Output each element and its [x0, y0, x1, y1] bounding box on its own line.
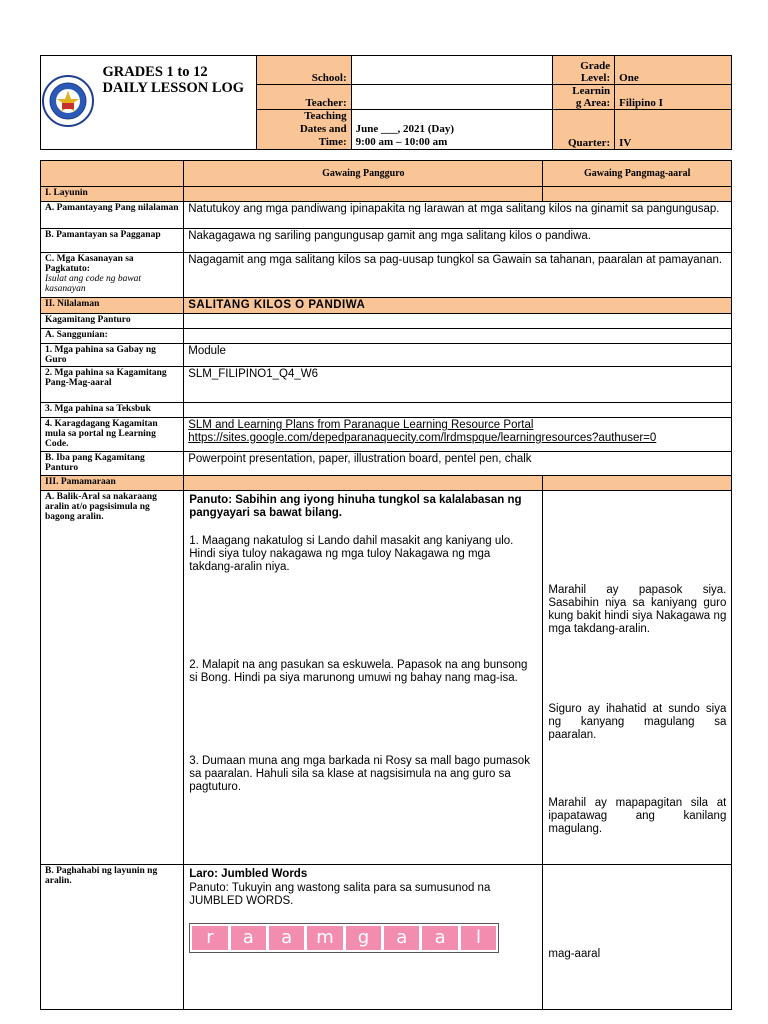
title-line1: GRADES 1 to 12	[102, 64, 208, 80]
row-label-pamantayang-pang-nilalaman: A. Pamantayang Pang nilalaman	[41, 202, 184, 229]
dates-label: Teaching Dates and Time:	[256, 110, 351, 150]
col-header-student: Gawaing Pangmag-aaral	[543, 161, 732, 187]
jumbled-letter-tile: a	[269, 926, 304, 950]
balik-aral-student-cell	[543, 491, 732, 865]
kasanayan-value: Nagagamit ang mga salitang kilos sa pag-uusap tungkol sa Gawain sa tahanan, paaralan at pamayanan.	[184, 253, 732, 298]
row-label-pamantayan-sa-pagganap: B. Pamantayan sa Pagganap	[41, 229, 184, 253]
row-label-gabay: 1. Mga pahina sa Gabay ng Guro	[41, 344, 184, 367]
row-label-iba-pang-kagamitan: B. Iba pang Kagamitang Panturo	[41, 452, 184, 476]
page-title	[98, 56, 256, 150]
balik-aral-item-1: 1. Maagang nakatulog si Lando dahil masakit ang kaniyang ulo. Hindi siya tuloy nakagawa ng mga tuloy Nakagawa ng mga takdang-aralin niya.	[189, 535, 514, 573]
teacher-field[interactable]	[351, 85, 553, 110]
lesson-table	[40, 160, 732, 1010]
jumbled-letter-tile: a	[384, 926, 419, 950]
row-label-sanggunian: A. Sanggunian:	[41, 329, 184, 344]
balik-aral-teacher-cell	[184, 491, 543, 865]
balik-aral-answer-3: Marahil ay mapapagitan sila at ipapatawag ang kanilang magulang.	[548, 797, 727, 835]
jumbled-letter-tile: l	[461, 926, 496, 950]
jumbled-letter-tile: m	[307, 926, 342, 950]
row-label-karagdagang-kagamitan: 4. Karagdagang Kagamitan mula sa portal ng Learning Code.	[41, 418, 184, 452]
paghahabi-teacher-cell	[184, 865, 543, 1010]
balik-aral-item-2: 2. Malapit na ang pasukan sa eskuwela. Papasok na ang bunsong si Bong. Hindi pa siya marunong umuwi ng bahay nang mag-isa.	[189, 659, 528, 684]
gabay-value: Module	[184, 344, 732, 367]
deped-seal	[41, 56, 99, 150]
pamantayan-sa-pagganap-value: Nakagagawa ng sariling pangungusap gamit ang mga salitang kilos o pandiwa.	[184, 229, 732, 253]
resource-url-link[interactable]: https://sites.google.com/depedparanaquecity.com/lrdmspque/learningresources?authuser=0	[188, 431, 657, 444]
school-field[interactable]	[351, 56, 553, 85]
balik-aral-panuto: Panuto: Sabihin ang iyong hinuha tungkol sa kalalabasan ng pangyayari sa bawat bilang.	[189, 494, 522, 519]
row-label-layunin: I. Layunin	[41, 187, 184, 202]
area-value: Filipino I	[615, 85, 732, 110]
grade-label: Grade Level:	[553, 56, 615, 85]
row-label-pamamaraan: III. Pamamaraan	[41, 476, 184, 491]
iba-pang-kagamitan-value: Powerpoint presentation, paper, illustration board, pentel pen, chalk	[184, 452, 732, 476]
deped-seal-icon	[41, 74, 95, 128]
row-label-kasanayan: C. Mga Kasanayan sa Pagkatuto: Isulat ang code ng bawat kasanayan	[41, 253, 184, 298]
row-label-nilalaman: II. Nilalaman	[41, 298, 184, 314]
balik-aral-item-3: 3. Dumaan muna ang mga barkada ni Rosy sa mall bago pumasok sa paaralan. Hahuli sila sa klase at nagsisimula na ang guro sa pagtuturo.	[189, 755, 530, 793]
header-table	[40, 55, 732, 150]
teksbuk-value	[184, 403, 732, 418]
paghahabi-student-cell	[543, 865, 732, 1010]
jumbled-letter-tile: a	[422, 926, 457, 950]
kasanayan-note: Isulat ang code ng bawat kasanayan	[45, 274, 142, 294]
row-label-kagamitang-pang-mag-aaral: 2. Mga pahina sa Kagamitang Pang-Mag-aaral	[41, 367, 184, 403]
teacher-label: Teacher:	[256, 85, 351, 110]
row-label-teksbuk: 3. Mga pahina sa Teksbuk	[41, 403, 184, 418]
row-label-paghahabi: B. Paghahabi ng layunin ng aralin.	[41, 865, 184, 1010]
jumbled-word-tiles	[189, 923, 499, 953]
jumbled-letter-tile: r	[192, 926, 227, 950]
grade-value: One	[615, 56, 732, 85]
jumbled-letter-tile: g	[346, 926, 381, 950]
corner-cell	[41, 161, 184, 187]
dates-value: June ___, 2021 (Day) 9:00 am – 10:00 am	[351, 110, 553, 150]
quarter-label: Quarter:	[553, 110, 615, 150]
pamantayang-pang-nilalaman-value: Natutukoy ang mga pandiwang ipinapakita ng larawan at mga salitang kilos na ginamit sa pangungusap.	[184, 202, 732, 229]
title-line2: DAILY LESSON LOG	[102, 80, 245, 96]
laro-answer: mag-aaral	[548, 948, 601, 960]
jumbled-letter-tile: a	[231, 926, 266, 950]
row-label-balik-aral: A. Balik-Aral sa nakaraang aralin at/o pagsisimula ng bagong aralin.	[41, 491, 184, 865]
resource-portal-link[interactable]: SLM and Learning Plans from Paranaque Learning Resource Portal	[188, 419, 534, 431]
balik-aral-answer-1: Marahil ay papasok siya. Sasabihin niya sa kaniyang guro kung bakit hindi siya Nakagawa ng mga takdang-aralin.	[548, 584, 727, 635]
row-label-kagamitang-panturo: Kagamitang Panturo	[41, 314, 184, 329]
karagdagang-value	[184, 418, 732, 452]
balik-aral-answer-2: Siguro ay ihahatid at sundo siya ng kanyang magulang sa paaralan.	[548, 703, 727, 741]
area-label: Learnin g Area:	[553, 85, 615, 110]
quarter-value: IV	[615, 110, 732, 150]
col-header-teacher: Gawaing Pangguro	[184, 161, 543, 187]
kagamitang-value: SLM_FILIPINO1_Q4_W6	[184, 367, 732, 403]
laro-panuto: Panuto: Tukuyin ang wastong salita para sa sumusunod na JUMBLED WORDS.	[189, 882, 491, 907]
laro-title: Laro: Jumbled Words	[189, 868, 308, 880]
nilalaman-value: SALITANG KILOS O PANDIWA	[184, 298, 732, 314]
school-label: School:	[256, 56, 351, 85]
